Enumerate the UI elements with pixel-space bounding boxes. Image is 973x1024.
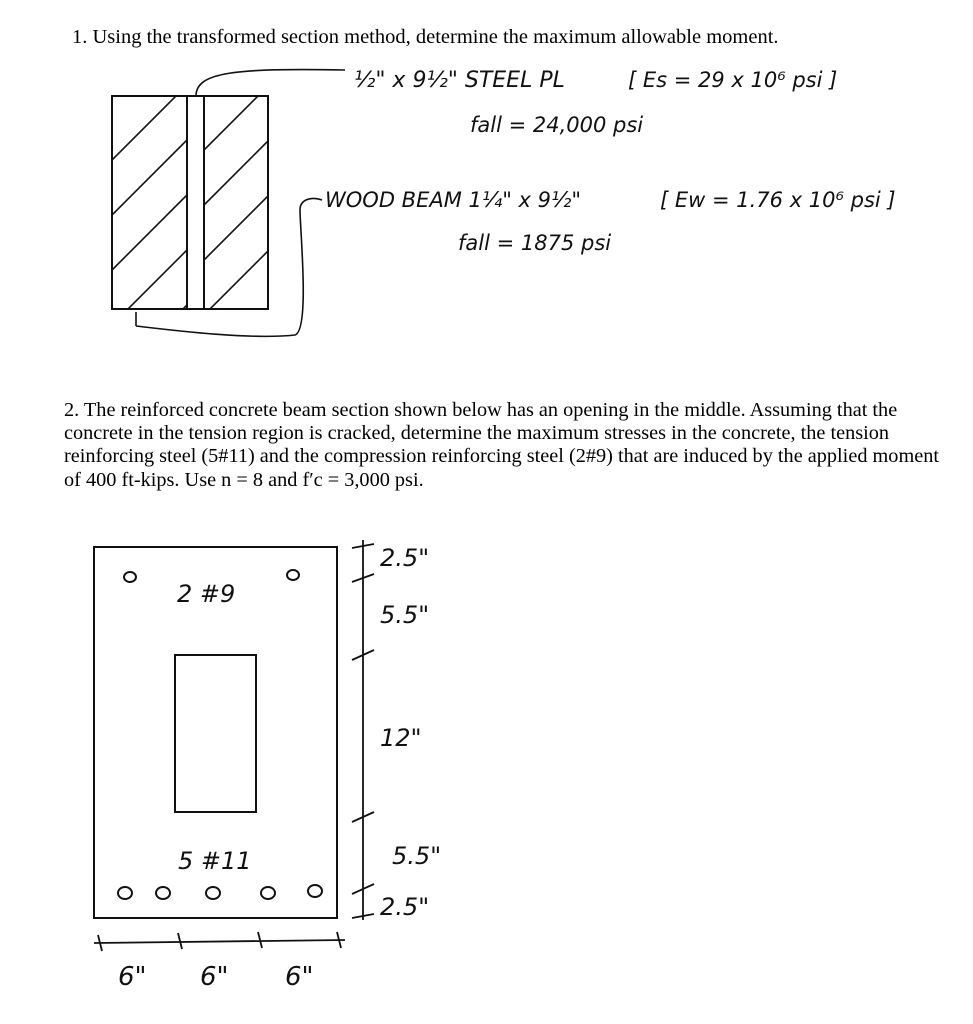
dim-lower-web: 5.5" — [392, 842, 442, 870]
composite-section — [112, 96, 268, 309]
dim-width-right: 6" — [285, 962, 314, 992]
dim-width-middle: 6" — [200, 962, 229, 992]
wood-allowable-label: fall = 1875 psi — [458, 231, 612, 255]
wood-size-label: WOOD BEAM 1¼" x 9½" — [325, 188, 582, 212]
steel-leader-line — [196, 70, 345, 96]
wood-hatch-left — [112, 85, 187, 380]
steel-modulus-label: [ Es = 29 x 10⁶ psi ] — [628, 68, 838, 92]
wood-modulus-label: [ Ew = 1.76 x 10⁶ psi ] — [660, 188, 896, 212]
compression-bars-label: 2 #9 — [177, 580, 236, 608]
section-outline — [112, 96, 268, 309]
wood-hatch-right — [204, 86, 268, 315]
problem-2-statement: 2. The reinforced concrete beam section shown below has an opening in the middle. Assuming that the concrete in the tension region is cracked, determine the maximum stresses in the concrete, the tension reinforcing steel (5#11) and the compression reinforcing steel (2#9) that are induced by the applied moment of 400 ft-kips. Use n = 8 and f′c = 3,000 psi. — [64, 399, 939, 491]
steel-size-label: ½" x 9½" STEEL PL — [354, 68, 565, 93]
dim-opening-height: 12" — [380, 724, 422, 752]
tension-bars-label: 5 #11 — [178, 847, 252, 875]
steel-allowable-label: fall = 24,000 psi — [470, 113, 644, 137]
dim-bottom-cover: 2.5" — [380, 893, 430, 921]
dim-upper-web: 5.5" — [380, 601, 430, 629]
problem-1-statement: 1. Using the transformed section method, determine the maximum allowable moment. — [72, 26, 779, 48]
dim-width-left: 6" — [118, 962, 147, 992]
dim-top-cover: 2.5" — [380, 544, 430, 572]
